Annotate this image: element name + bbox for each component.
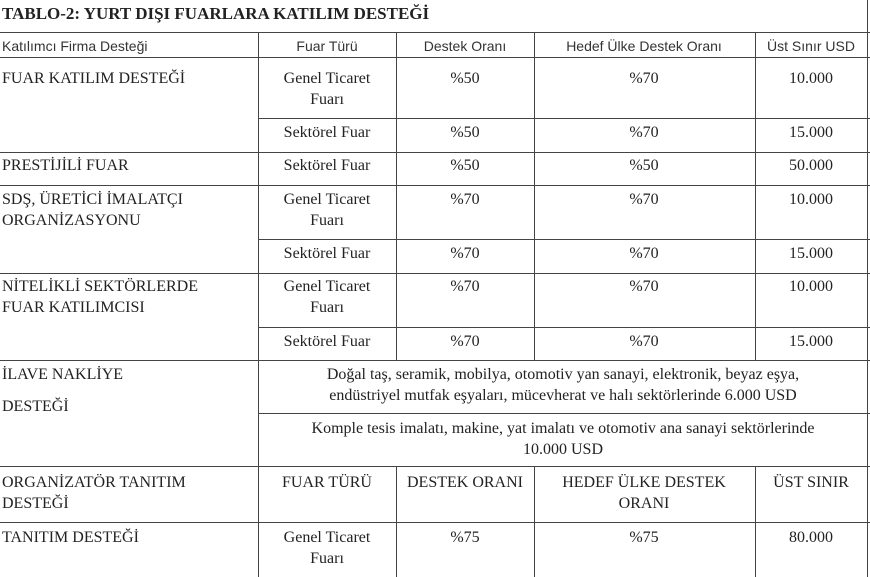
grid-line bbox=[258, 413, 870, 414]
destek-orani-cell: %70 bbox=[450, 278, 480, 295]
grid-line bbox=[258, 239, 870, 240]
grid-line bbox=[258, 466, 259, 577]
ust-sinir-cell: 80.000 bbox=[789, 529, 833, 546]
hedef-ulke-cell: %70 bbox=[629, 333, 659, 350]
header-destek-orani: Destek Oranı bbox=[423, 38, 507, 54]
fuar-turu-cell: Sektörel Fuar bbox=[283, 157, 371, 174]
ust-sinir-cell: 10.000 bbox=[789, 70, 833, 87]
ust-sinir-cell: 50.000 bbox=[789, 157, 833, 174]
ust-sinir-cell: 15.000 bbox=[789, 124, 833, 141]
hedef-ulke-cell: %70 bbox=[629, 124, 659, 141]
header-fuar-turu: Fuar Türü bbox=[296, 38, 358, 54]
fuar-turu-cell: Sektörel Fuar bbox=[283, 124, 371, 141]
nakliye-note: 10.000 USD bbox=[522, 441, 604, 458]
hedef-ulke-cell: %75 bbox=[629, 529, 659, 546]
header-firma: Katılımcı Firma Desteği bbox=[2, 38, 148, 54]
org-header-hedef-ulke: HEDEF ÜLKE DESTEK bbox=[562, 474, 726, 491]
grid-line bbox=[755, 466, 756, 577]
grid-line bbox=[534, 32, 535, 360]
row-label: DESTEĞİ bbox=[2, 495, 69, 512]
grid-line bbox=[0, 466, 870, 467]
fuar-turu-cell: Fuarı bbox=[310, 212, 344, 229]
grid-line bbox=[534, 466, 535, 577]
grid-line bbox=[0, 522, 870, 523]
destek-orani-cell: %70 bbox=[450, 333, 480, 350]
fuar-turu-cell: Sektörel Fuar bbox=[283, 333, 371, 350]
grid-line bbox=[0, 273, 870, 274]
grid-line bbox=[258, 327, 870, 328]
grid-line bbox=[755, 32, 756, 360]
ust-sinir-cell: 15.000 bbox=[789, 245, 833, 262]
hedef-ulke-cell: %50 bbox=[629, 157, 659, 174]
row-label: PRESTİJİLİ FUAR bbox=[2, 157, 129, 174]
header-hedef-ulke: Hedef Ülke Destek Oranı bbox=[566, 38, 722, 54]
fuar-turu-cell: Genel Ticaret bbox=[283, 278, 371, 295]
nakliye-note: Komple tesis imalatı, makine, yat imalatı ve otomotiv ana sanayi sektörlerinde bbox=[311, 420, 815, 437]
row-label: FUAR KATILIMCISI bbox=[2, 299, 145, 316]
org-header-hedef-ulke: ORANI bbox=[618, 495, 670, 512]
grid-line bbox=[258, 32, 259, 360]
grid-line bbox=[396, 32, 397, 360]
ust-sinir-cell: 15.000 bbox=[789, 333, 833, 350]
destek-orani-cell: %50 bbox=[450, 157, 480, 174]
destek-orani-cell: %50 bbox=[450, 124, 480, 141]
row-label: DESTEĞİ bbox=[2, 398, 69, 415]
fuar-turu-cell: Genel Ticaret bbox=[283, 529, 371, 546]
table-title: TABLO-2: YURT DIŞI FUARLARA KATILIM DESTEĞİ bbox=[2, 4, 430, 23]
fuar-turu-cell: Sektörel Fuar bbox=[283, 245, 371, 262]
grid-line bbox=[0, 57, 870, 58]
row-label: ORGANİZASYONU bbox=[2, 212, 141, 229]
hedef-ulke-cell: %70 bbox=[629, 245, 659, 262]
nakliye-note: Doğal taş, seramik, mobilya, otomotiv yan sanayi, elektronik, beyaz eşya, bbox=[326, 366, 800, 383]
fuar-turu-cell: Fuarı bbox=[310, 550, 344, 567]
row-label: TANITIM DESTEĞİ bbox=[2, 529, 139, 546]
destek-orani-cell: %70 bbox=[450, 191, 480, 208]
hedef-ulke-cell: %70 bbox=[629, 70, 659, 87]
row-label: ORGANİZATÖR TANITIM bbox=[2, 474, 186, 491]
header-ust-sinir: Üst Sınır USD bbox=[767, 38, 855, 54]
grid-line bbox=[258, 118, 870, 119]
row-label: SDŞ, ÜRETİCİ İMALATÇI bbox=[2, 191, 183, 208]
fuar-turu-cell: Genel Ticaret bbox=[283, 191, 371, 208]
grid-line bbox=[0, 32, 870, 33]
grid-line bbox=[258, 360, 259, 466]
org-header-ust-sinir: ÜST SINIR bbox=[773, 474, 849, 491]
hedef-ulke-cell: %70 bbox=[629, 191, 659, 208]
row-label: FUAR KATILIM DESTEĞİ bbox=[2, 70, 186, 87]
destek-orani-cell: %70 bbox=[450, 245, 480, 262]
org-header-fuar-turu: FUAR TÜRÜ bbox=[282, 474, 372, 491]
destek-orani-cell: %50 bbox=[450, 70, 480, 87]
fuar-turu-cell: Fuarı bbox=[310, 299, 344, 316]
hedef-ulke-cell: %70 bbox=[629, 278, 659, 295]
row-label: İLAVE NAKLİYE bbox=[2, 366, 124, 383]
grid-line bbox=[0, 185, 870, 186]
ust-sinir-cell: 10.000 bbox=[789, 191, 833, 208]
grid-line bbox=[0, 152, 870, 153]
grid-line bbox=[0, 360, 870, 361]
fuar-turu-cell: Genel Ticaret bbox=[283, 70, 371, 87]
org-header-destek-orani: DESTEK ORANI bbox=[407, 474, 523, 491]
nakliye-note: endüstriyel mutfak eşyaları, mücevherat ve halı sektörlerinde 6.000 USD bbox=[329, 387, 797, 404]
row-label: NİTELİKLİ SEKTÖRLERDE bbox=[2, 278, 198, 295]
ust-sinir-cell: 10.000 bbox=[789, 278, 833, 295]
fuar-turu-cell: Fuarı bbox=[310, 91, 344, 108]
destek-orani-cell: %75 bbox=[450, 529, 480, 546]
grid-line bbox=[867, 0, 868, 577]
grid-line bbox=[396, 466, 397, 577]
